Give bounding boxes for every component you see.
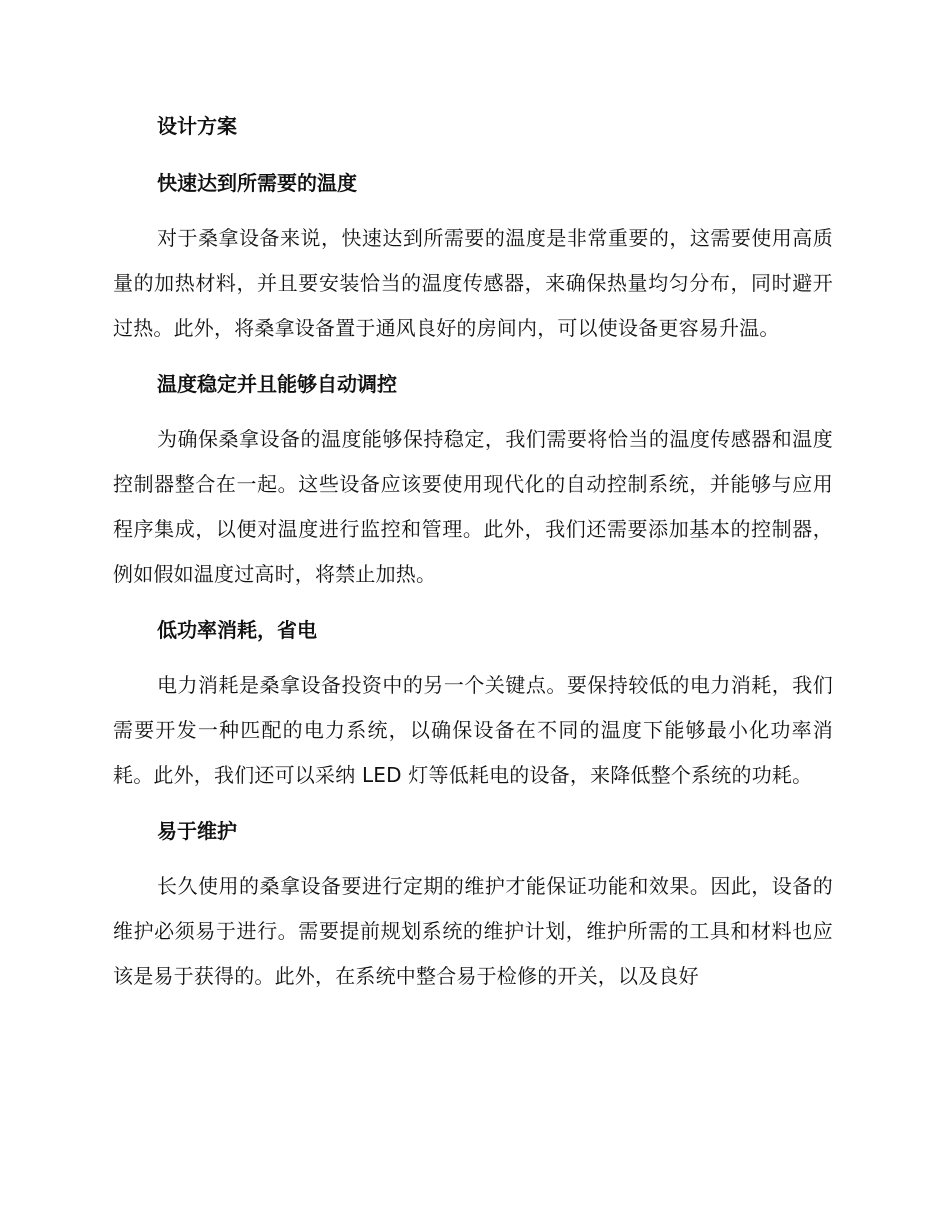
section-paragraph-fast-heating: 对于桑拿设备来说，快速达到所需要的温度是非常重要的，这需要使用高质量的加热材料，并且要安装恰当的温度传感器，来确保热量均匀分布，同时避开过热。此外，将桑拿设备置于通风良好的房间内，可以使设备更容易升温。: [113, 226, 833, 340]
section-paragraph-low-power: 电力消耗是桑拿设备投资中的另一个关键点。要保持较低的电力消耗，我们需要开发一种匹配的电力系统，以确保设备在不同的温度下能够最小化功率消耗。此外，我们还可以采纳 LED 灯等低耗电的设备，来降低整个系统的功耗。: [113, 673, 833, 787]
section-paragraph-temperature-control: 为确保桑拿设备的温度能够保持稳定，我们需要将恰当的温度传感器和温度控制器整合在一起。这些设备应该要使用现代化的自动控制系统，并能够与应用程序集成，以便对温度进行监控和管理。此外，我们还需要添加基本的控制器，例如假如温度过高时，将禁止加热。: [113, 427, 833, 586]
section-heading-fast-heating: 快速达到所需要的温度: [157, 171, 357, 195]
section-paragraph-maintenance: 长久使用的桑拿设备要进行定期的维护才能保证功能和效果。因此，设备的维护必须易于进行。需要提前规划系统的维护计划，维护所需的工具和材料也应该是易于获得的。此外，在系统中整合易于检修的开关，以及良好: [113, 874, 833, 988]
section-heading-maintenance: 易于维护: [157, 819, 237, 843]
section-heading-low-power: 低功率消耗，省电: [157, 618, 317, 642]
document-body: [113, 111, 833, 1017]
section-heading-temperature-control: 温度稳定并且能够自动调控: [157, 372, 397, 396]
document-title: 设计方案: [157, 114, 237, 138]
